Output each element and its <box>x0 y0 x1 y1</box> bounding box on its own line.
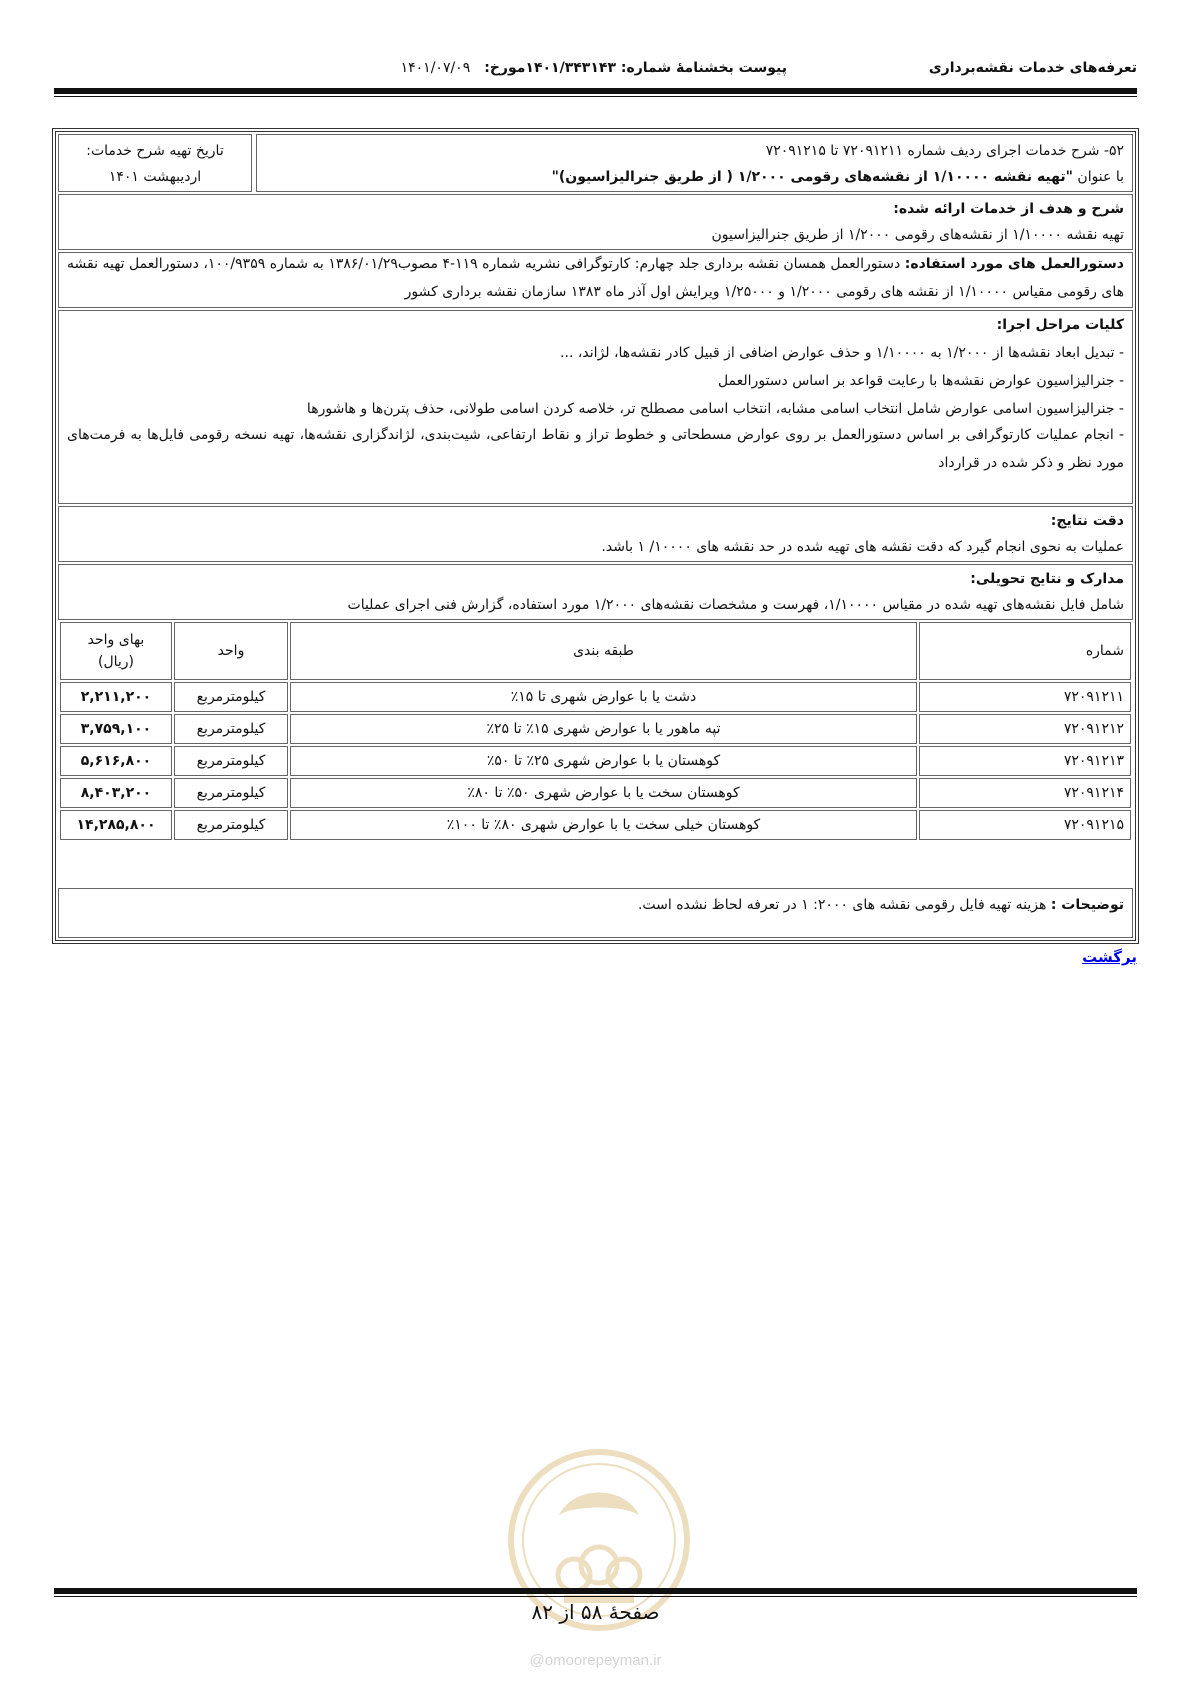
prep-date-value: اردیبهشت ۱۴۰۱ <box>108 169 202 185</box>
circular-reference <box>401 60 787 76</box>
back-link[interactable]: برگشت <box>1082 948 1137 966</box>
col-header-price-currency: (ریال) <box>97 654 135 670</box>
service-sheet <box>52 128 1139 944</box>
table-row <box>60 746 1131 776</box>
accuracy-heading: دقت نتایج: <box>1050 513 1124 529</box>
accuracy-text: عملیات به نحوی انجام گیرد که دقت نقشه های تهیه شده در حد نقشه های ۱۰۰۰۰/ ۱ باشد. <box>601 539 1124 555</box>
cell-category: دشت یا با عوارض شهری تا ۱۵٪ <box>290 682 917 712</box>
notes-line <box>638 895 1124 915</box>
notes-heading: توضیحات : <box>1050 897 1124 913</box>
purpose-heading: شرح و هدف از خدمات ارائه شده: <box>893 201 1124 217</box>
table-row <box>60 810 1131 840</box>
step-item: - انجام عملیات کارتوگرافی بر اساس دستورالعمل بر روی عوارض مسطحاتی و خطوط تراز و نقاط ارتفاعی، شیت‌بندی، لژاندگزاری نقشه‌ها، تهیه نسخه رقومی فایل‌ها به فرمت‌های مورد نظر و ذکر شده در قرارداد <box>67 427 1124 471</box>
guidelines-section <box>58 252 1133 308</box>
service-number-line: ۵۲- شرح خدمات اجرای ردیف شماره ۷۲۰۹۱۲۱۱ تا ۷۲۰۹۱۲۱۵ <box>765 143 1124 159</box>
cell-price: ۱۴,۲۸۵,۸۰۰ <box>60 810 172 840</box>
col-header-category: طبقه بندی <box>290 622 917 680</box>
cell-unit: کیلومترمربع <box>174 746 288 776</box>
notes-text: هزینه تهیه فایل رقومی نقشه های ۲۰۰۰: ۱ در تعرفه لحاظ نشده است. <box>637 897 1051 913</box>
step-item: - جنرالیزاسیون اسامی عوارض شامل انتخاب اسامی مشابه، انتخاب اسامی مصطلح تر، خلاصه کردن اسامی طولانی، حذف پترن‌ها و هاشورها <box>306 401 1124 417</box>
cell-number: ۷۲۰۹۱۲۱۳ <box>919 746 1131 776</box>
guidelines-text: دستورالعمل همسان نقشه برداری جلد چهارم: کارتوگرافی نشریه شماره ۱۱۹-۴ مصوب۱۳۸۶/۰۱/۲۹ به شماره ۱۰۰/۹۳۵۹، دستورالعمل تهیه نقشه های رقومی مقیاس ۱/۱۰۰۰۰ از نقشه های رقومی ۱/۲۰۰۰ و ۱/۲۵۰۰۰ ویرایش اول آذر ماه ۱۳۸۳ سازمان نقشه برداری کشور <box>67 256 1124 300</box>
table-row <box>60 714 1131 744</box>
header-rule <box>54 88 1137 94</box>
cell-unit: کیلومترمربع <box>174 714 288 744</box>
purpose-text: تهیه نقشه ۱/۱۰۰۰۰ از نقشه‌های رقومی ۱/۲۰۰۰ از طریق جنرالیزاسیون <box>711 227 1124 243</box>
steps-section <box>58 310 1133 504</box>
page-number: صفحۀ ۵۸ از ۸۲ <box>531 1600 660 1624</box>
page-header <box>54 56 1137 80</box>
cell-number: ۷۲۰۹۱۲۱۲ <box>919 714 1131 744</box>
col-header-price-label: بهای واحد <box>87 632 145 648</box>
prep-date-label: تاریخ تهیه شرح خدمات: <box>86 143 224 159</box>
deliverables-section <box>58 564 1133 620</box>
cell-category: کوهستان یا با عوارض شهری ۲۵٪ تا ۵۰٪ <box>290 746 917 776</box>
cell-number: ۷۲۰۹۱۲۱۱ <box>919 682 1131 712</box>
circular-date: ۱۴۰۱/۰۷/۰۹ <box>400 60 471 76</box>
table-header-row <box>60 622 1131 680</box>
deliverables-text: شامل فایل نقشه‌های تهیه شده در مقیاس ۱/۱۰۰۰۰، فهرست و مشخصات نقشه‌های ۱/۲۰۰۰ مورد استفاده، گزارش فنی اجرای عملیات <box>347 597 1124 613</box>
cell-number: ۷۲۰۹۱۲۱۵ <box>919 810 1131 840</box>
service-title-prefix: با عنوان <box>1077 169 1124 185</box>
cell-unit: کیلومترمربع <box>174 810 288 840</box>
cell-category: تپه ماهور یا با عوارض شهری ۱۵٪ تا ۲۵٪ <box>290 714 917 744</box>
prep-date-box <box>58 134 252 192</box>
service-title-line <box>552 167 1124 187</box>
cell-price: ۵,۶۱۶,۸۰۰ <box>60 746 172 776</box>
tariff-table <box>58 620 1133 842</box>
site-watermark: @omoorepeyman.ir <box>529 1652 662 1669</box>
service-title-box <box>256 134 1133 192</box>
col-header-number: شماره <box>919 622 1131 680</box>
notes-section <box>58 888 1133 938</box>
purpose-section <box>58 194 1133 250</box>
table-row <box>60 778 1131 808</box>
cell-price: ۲,۲۱۱,۲۰۰ <box>60 682 172 712</box>
cell-unit: کیلومترمربع <box>174 778 288 808</box>
cell-category: کوهستان خیلی سخت یا با عوارض شهری ۸۰٪ تا ۱۰۰٪ <box>290 810 917 840</box>
cell-price: ۳,۷۵۹,۱۰۰ <box>60 714 172 744</box>
guidelines-paragraph <box>67 250 1124 306</box>
step-item: - جنرالیزاسیون عوارض نقشه‌ها با رعایت قواعد بر اساس دستورالعمل <box>717 373 1124 389</box>
deliverables-heading: مدارک و نتایج تحویلی: <box>970 571 1124 587</box>
document-title: تعرفه‌های خدمات نقشه‌برداری <box>928 60 1137 76</box>
steps-heading: کلیات مراحل اجرا: <box>996 317 1124 333</box>
service-title: "تهیه نقشه ۱/۱۰۰۰۰ از نقشه‌های رقومی ۱/۲۰۰۰ ( از طریق جنرالیزاسیون)" <box>551 169 1073 185</box>
col-header-price <box>60 622 172 680</box>
circular-number: پیوست بخشنامۀ شماره: ۱۴۰۱/۳۴۳۱۴۳مورخ: <box>484 60 787 76</box>
guidelines-heading: دستورالعمل های مورد استفاده: <box>904 256 1124 272</box>
footer-rule <box>54 1588 1137 1594</box>
table-row <box>60 682 1131 712</box>
cell-price: ۸,۴۰۳,۲۰۰ <box>60 778 172 808</box>
cell-number: ۷۲۰۹۱۲۱۴ <box>919 778 1131 808</box>
accuracy-section <box>58 506 1133 562</box>
col-header-unit: واحد <box>174 622 288 680</box>
step-item: - تبدیل ابعاد نقشه‌ها از ۱/۲۰۰۰ به ۱/۱۰۰۰۰ و حذف عوارض اضافی از قبیل کادر نقشه‌ها، لژاند، ... <box>560 345 1124 361</box>
cell-unit: کیلومترمربع <box>174 682 288 712</box>
cell-category: کوهستان سخت یا با عوارض شهری ۵۰٪ تا ۸۰٪ <box>290 778 917 808</box>
